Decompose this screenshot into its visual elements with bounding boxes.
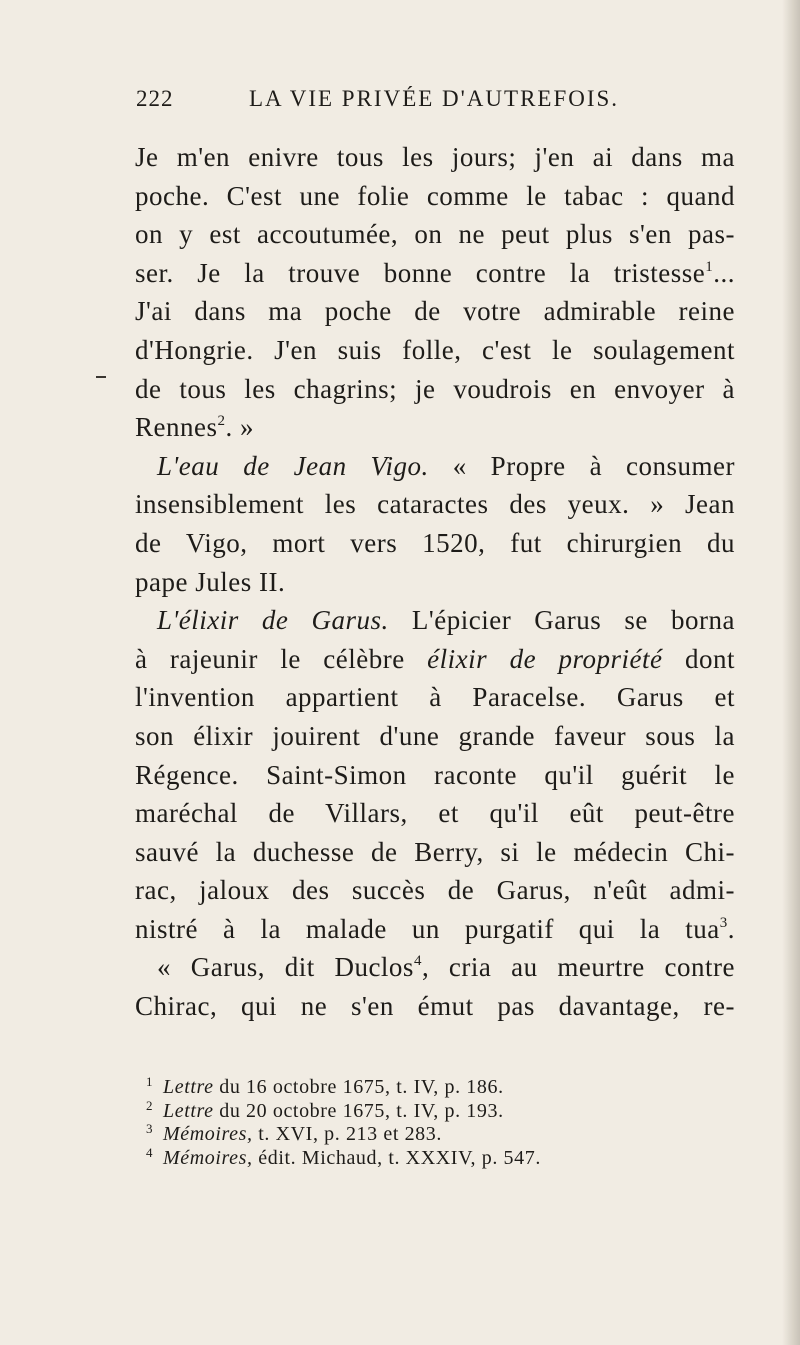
text-line xyxy=(135,601,735,640)
running-title: LA VIE PRIVÉE D'AUTREFOIS. xyxy=(249,86,620,111)
footnote: 1 Lettre du 16 octobre 1675, t. IV, p. 186. xyxy=(146,1074,504,1098)
text-line: poche. C'est une folie comme le tabac : quand xyxy=(135,180,735,211)
text-line: de Vigo, mort vers 1520, fut chirurgien du xyxy=(135,527,735,558)
text-span: Rennes xyxy=(135,412,218,443)
entry-heading: L'élixir de Garus. xyxy=(157,605,389,636)
footnote-text: t. XVI, p. 213 et 283. xyxy=(252,1123,442,1145)
text-line: Régence. Saint-Simon raconte qu'il guérit le xyxy=(135,759,735,790)
text-span: dont xyxy=(662,643,735,674)
text-line: sauvé la duchesse de Berry, si le médecin Chi- xyxy=(135,836,735,867)
footnote-ref: 4 xyxy=(413,953,422,970)
footnote-text: édit. Michaud, t. XXXIV, p. 547. xyxy=(252,1146,541,1169)
body-text xyxy=(135,138,735,1026)
text-line: insensiblement les cataractes des yeux. » Jean xyxy=(135,489,735,520)
footnote: 2 Lettre du 20 octobre 1675, t. IV, p. 193. xyxy=(146,1097,504,1122)
footnote: 4 Mémoires, édit. Michaud, t. XXXIV, p. 547. xyxy=(146,1144,541,1169)
text-span: . » xyxy=(225,412,254,443)
text-line: J'ai dans ma poche de votre admirable reine xyxy=(135,296,735,327)
footnote-source: Mémoires, xyxy=(163,1146,253,1169)
text-line xyxy=(135,910,735,949)
footnotes xyxy=(146,1076,666,1170)
page-number: 222 xyxy=(136,86,174,111)
page-edge-shadow xyxy=(782,0,800,1345)
footnote-text: du 20 octobre 1675, t. IV, p. 193. xyxy=(213,1099,504,1122)
footnote-source: Mémoires, xyxy=(163,1123,253,1145)
text-span: ser. Je la trouve bonne contre la tristesse xyxy=(135,257,706,288)
text-line: rac, jaloux des succès de Garus, n'eût admi- xyxy=(135,875,735,906)
footnote-source: Lettre xyxy=(163,1076,214,1098)
text-line xyxy=(135,948,735,987)
text-span: ... xyxy=(713,257,735,288)
text-span: « Propre à consumer xyxy=(428,450,735,481)
footnote-ref: 2 xyxy=(217,413,226,430)
text-span: « Garus, dit Duclos xyxy=(157,952,414,983)
margin-mark xyxy=(96,376,106,378)
text-span: , cria au meurtre contre xyxy=(421,952,735,983)
footnote-text: du 16 octobre 1675, t. IV, p. 186. xyxy=(213,1076,504,1098)
footnote-ref: 3 xyxy=(719,914,728,931)
italic-phrase: élixir de propriété xyxy=(427,643,663,674)
text-span: nistré à la malade un purgatif qui la tua xyxy=(135,913,720,944)
text-line: pape Jules II. xyxy=(135,566,286,597)
text-span: L'épicier Garus se borna xyxy=(388,605,735,636)
entry-heading: L'eau de Jean Vigo. xyxy=(157,450,429,481)
footnote: 3 Mémoires, t. XVI, p. 213 et 283. xyxy=(146,1121,442,1145)
text-line xyxy=(135,640,735,679)
text-line: de tous les chagrins; je voudrois en envoyer à xyxy=(135,373,735,404)
text-line: Je m'en enivre tous les jours; j'en ai dans ma xyxy=(135,142,735,172)
text-line: Chirac, qui ne s'en émut pas davantage, re- xyxy=(135,991,735,1022)
text-span: . xyxy=(727,913,735,944)
footnote-source: Lettre xyxy=(163,1099,214,1122)
running-head xyxy=(136,86,736,118)
text-line: l'invention appartient à Paracelse. Garus et xyxy=(135,682,735,713)
text-line xyxy=(135,447,735,486)
text-line: maréchal de Villars, et qu'il eût peut-être xyxy=(135,798,735,829)
text-line: d'Hongrie. J'en suis folle, c'est le soulagement xyxy=(135,334,735,365)
text-span: à rajeunir le célèbre xyxy=(135,643,428,674)
footnote-ref: 1 xyxy=(705,258,714,275)
text-line xyxy=(135,254,735,293)
text-line: on y est accoutumée, on ne peut plus s'en pas- xyxy=(135,219,735,250)
text-line: son élixir jouirent d'une grande faveur sous la xyxy=(135,720,735,751)
text-line xyxy=(135,408,735,447)
